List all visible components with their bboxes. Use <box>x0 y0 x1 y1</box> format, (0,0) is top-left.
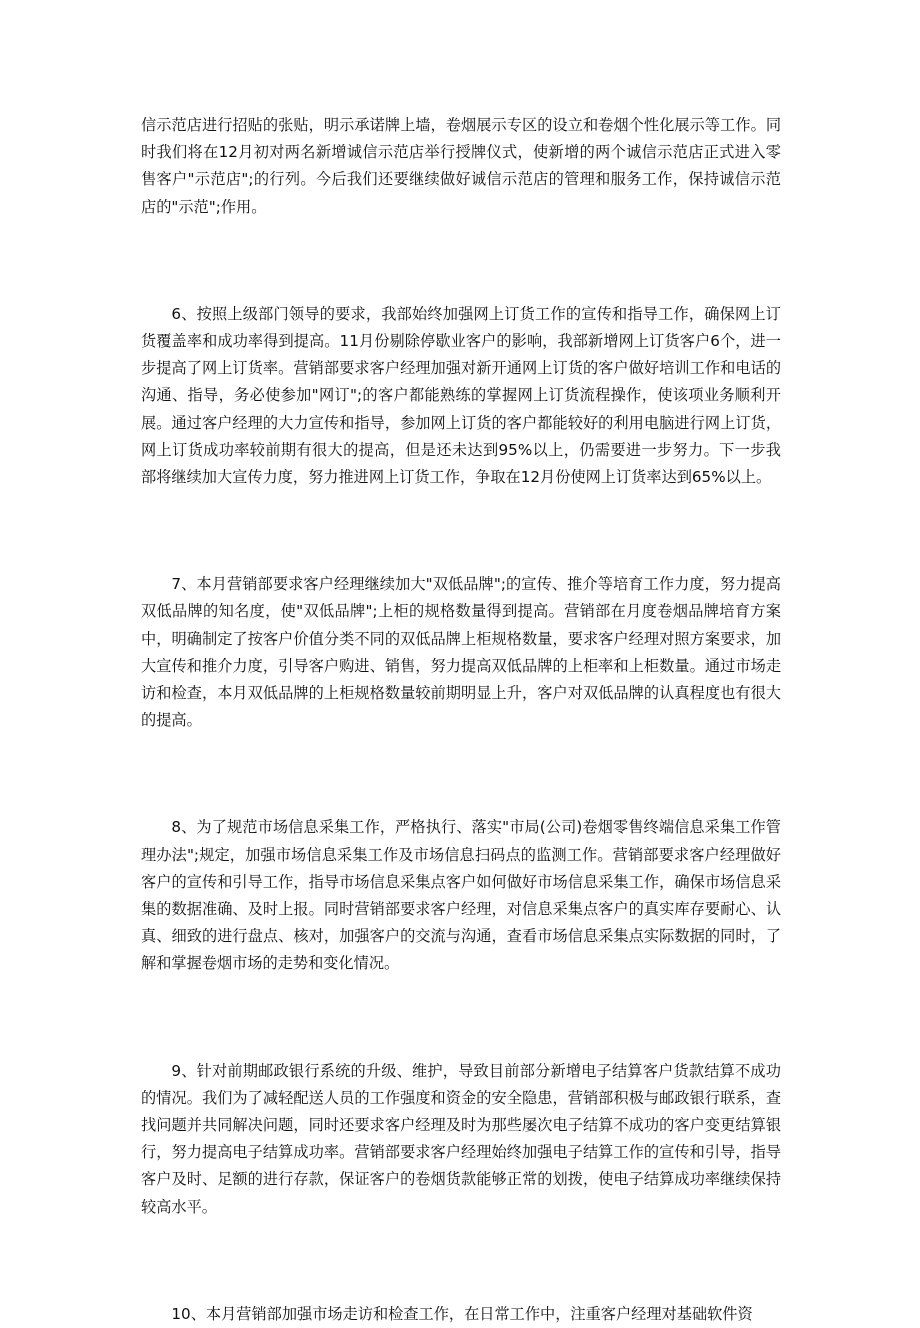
paragraph-intro: 信示范店进行招贴的张贴，明示承诺牌上墙，卷烟展示专区的设立和卷烟个性化展示等工作。同时我们将在12月初对两名新增诚信示范店举行授牌仪式，使新增的两个诚信示范店正式进入零售客户"示范店";的行列。今后我们还要继续做好诚信示范店的管理和服务工作，保持诚信示范店的"示范";作用。 <box>141 116 781 216</box>
paragraph-item-8: 8、为了规范市场信息采集工作，严格执行、落实"市局(公司)卷烟零售终端信息采集工作管理办法";规定，加强市场信息采集工作及市场信息扫码点的监测工作。营销部要求客户经理做好客户的宣传和引导工作，指导市场信息采集点客户如何做好市场信息采集工作，确保市场信息采集的数据准确、及时上报。同时营销部要求客户经理，对信息采集点客户的真实库存要耐心、认真、细致的进行盘点、核对，加强客户的交流与沟通，查看市场信息采集点实际数据的同时，了解和掌握卷烟市场的走势和变化情况。 <box>141 818 781 973</box>
paragraph-spacer <box>141 491 781 571</box>
document-page <box>141 112 781 1328</box>
paragraph-item-10: 10、本月营销部加强市场走访和检查工作，在日常工作中，注重客户经理对基础软件资 <box>171 1304 753 1323</box>
paragraph-spacer <box>141 734 781 814</box>
paragraph-spacer <box>141 221 781 301</box>
paragraph-spacer <box>141 978 781 1058</box>
paragraph-item-7: 7、本月营销部要求客户经理继续加大"双低品牌";的宣传、推介等培育工作力度，努力提高双低品牌的知名度，使"双低品牌";上柜的规格数量得到提高。营销部在月度卷烟品牌培育方案中，明确制定了按客户价值分类不同的双低品牌上柜规格数量，要求客户经理对照方案要求，加大宣传和推介力度，引导客户购进、销售，努力提高双低品牌的上柜率和上柜数量。通过市场走访和检查，本月双低品牌的上柜规格数量较前期明显上升，客户对双低品牌的认真程度也有很大的提高。 <box>141 575 781 730</box>
paragraph-item-9: 9、针对前期邮政银行系统的升级、维护，导致目前部分新增电子结算客户货款结算不成功的情况。我们为了减轻配送人员的工作强度和资金的安全隐患，营销部积极与邮政银行联系，查找问题并共同解决问题，同时还要求客户经理及时为那些屡次电子结算不成功的客户变更结算银行，努力提高电子结算成功率。营销部要求客户经理始终加强电子结算工作的宣传和引导，指导客户及时、足额的进行存款，保证客户的卷烟货款能够正常的划拨，使电子结算成功率继续保持较高水平。 <box>141 1061 781 1216</box>
paragraph-item-6: 6、按照上级部门领导的要求，我部始终加强网上订货工作的宣传和指导工作，确保网上订货覆盖率和成功率得到提高。11月份剔除停歇业客户的影响，我部新增网上订货客户6个，进一步提高了网上订货率。营销部要求客户经理加强对新开通网上订货的客户做好培训工作和电话的沟通、指导，务必使参加"网订";的客户都能熟练的掌握网上订货流程操作，使该项业务顺利开展。通过客户经理的大力宣传和指导，参加网上订货的客户都能较好的利用电脑进行网上订货，网上订货成功率较前期有很大的提高，但是还未达到95%以上，仍需要进一步努力。下一步我部将继续加大宣传力度，努力推进网上订货工作，争取在12月份使网上订货率达到65%以上。 <box>141 304 781 487</box>
paragraph-spacer <box>141 1221 781 1301</box>
